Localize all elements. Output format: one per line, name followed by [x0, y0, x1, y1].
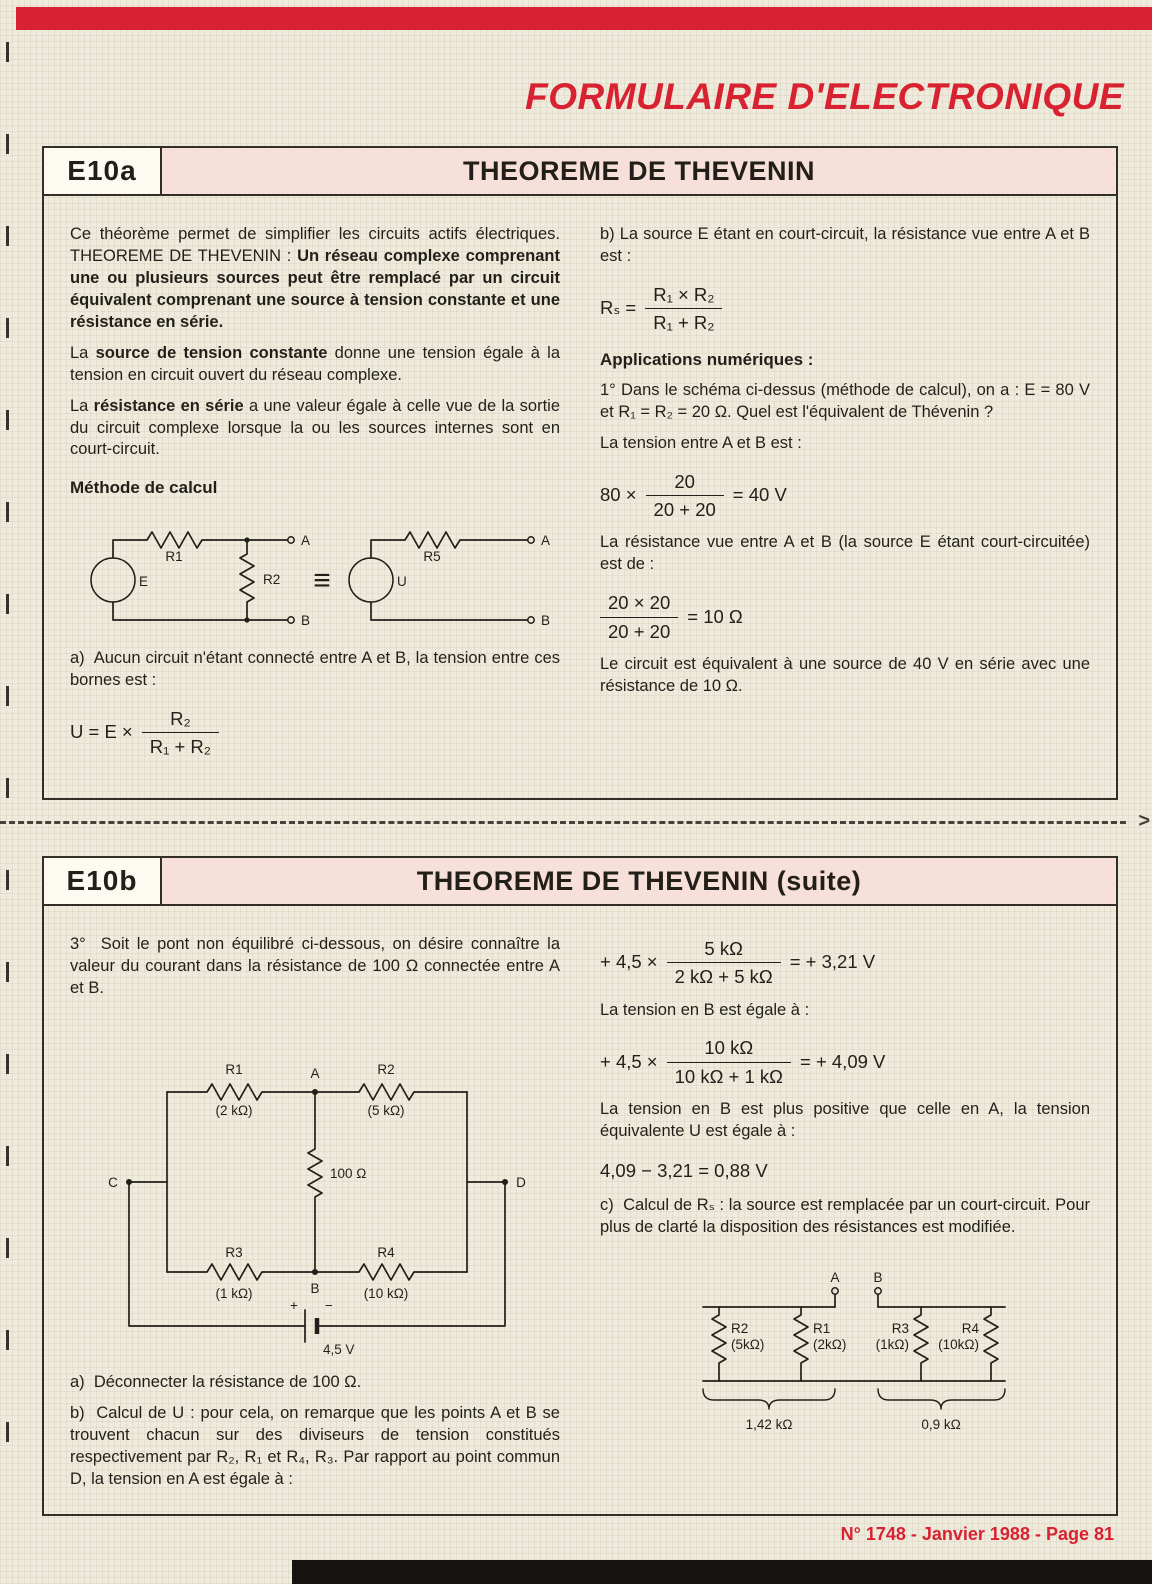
- label-node-a2: A: [541, 532, 551, 548]
- label-node-a: A: [310, 1065, 320, 1081]
- wire-bottom-left: [113, 602, 287, 620]
- battery-loop-left: [129, 1182, 305, 1326]
- item-3-text: 3° Soit le pont non équilibré ci-dessous, on désire connaître la valeur du courant dans la résistance de 100 Ω connectée entre A et B.: [70, 935, 560, 997]
- battery-loop-right: [317, 1182, 505, 1326]
- card-e10a-right-column: [600, 224, 1090, 769]
- theorem-statement: Un réseau complexe comprenant une ou plusieurs sources peut être remplacé par un circuit équivalent comprenant une source à tension constante et une résistance en série.: [70, 246, 560, 331]
- method-circuit-svg: [75, 514, 555, 638]
- denominator: 20 + 20: [646, 495, 724, 520]
- wire-top-right: [371, 532, 527, 558]
- item-b-text: b) Calcul de U : pour cela, on remarque que les points A et B se trouvent chacun sur des diviseurs de tension constitués respectivement par R₂, R₁ et R₄, R₃. Par rapport au point commun D, la tension en A est égale à :: [70, 1403, 560, 1488]
- bottom-black-bar: [292, 1560, 1152, 1584]
- numerator: 5 kΩ: [704, 938, 743, 959]
- label-node-b: B: [301, 612, 311, 628]
- label-r4: R4: [377, 1244, 395, 1260]
- wire-bottom-right: [371, 602, 527, 620]
- resistor-r1: [794, 1307, 808, 1381]
- application-1-text: 1° Dans le schéma ci-dessus (méthode de calcul), on a : E = 80 V et R₁ = R₂ = 20 Ω. Quel est l'équivalent de Thévenin ?: [600, 381, 1090, 421]
- label-r5: R5: [423, 548, 441, 564]
- bold-run: résistance en série: [93, 396, 244, 415]
- card-e10a-body: [44, 196, 1116, 769]
- terminal-b: [288, 617, 294, 623]
- label-r1-value: (2 kΩ): [215, 1102, 253, 1118]
- label-r2: R2: [377, 1061, 395, 1077]
- label-e: E: [139, 573, 149, 589]
- cut-line: [0, 810, 1150, 832]
- thevenin-method-diagram: [70, 514, 560, 638]
- terminal-a2: [528, 537, 534, 543]
- bridge-circuit-diagram: [70, 1014, 560, 1362]
- intro-paragraph-1: [70, 224, 560, 334]
- label-r2-value: (5kΩ): [731, 1337, 765, 1353]
- intro-text: Ce théorème permet de simplifier les circuits actifs électriques. THEOREME DE THEVENIN :: [70, 225, 560, 265]
- label-r4-value: (10kΩ): [938, 1337, 979, 1353]
- resistor-r2-shunt: [240, 540, 254, 620]
- card-e10b: [42, 856, 1118, 1516]
- formula-rhs: = 10 Ω: [687, 605, 743, 627]
- junction-dot: [244, 617, 249, 622]
- junction-dot: [244, 537, 249, 542]
- node-c-dot: [126, 1179, 132, 1185]
- fraction: [667, 938, 781, 988]
- intro-paragraph-2: [70, 343, 560, 387]
- method-heading: Méthode de calcul: [70, 478, 218, 498]
- node-a-dot: [312, 1089, 318, 1095]
- label-r3-value: (1kΩ): [875, 1337, 909, 1353]
- formula-lhs: 80 ×: [600, 484, 637, 506]
- label-r3-value: (1 kΩ): [215, 1285, 253, 1301]
- denominator: 2 kΩ + 5 kΩ: [667, 962, 781, 987]
- label-r3: R3: [891, 1321, 909, 1337]
- formula-rs: [600, 284, 1090, 334]
- label-node-b: B: [310, 1280, 320, 1296]
- denominator: R₁ + R₂: [645, 308, 722, 333]
- numerator: R₁ × R₂: [653, 283, 715, 305]
- source-u-circle: [349, 558, 393, 602]
- label-node-a: A: [301, 532, 311, 548]
- item-b-text: b) La source E étant en court-circuit, la résistance vue entre A et B est :: [600, 225, 1090, 265]
- numerator: 20: [674, 470, 695, 492]
- film-registration-marks: [6, 42, 9, 1512]
- numerator: 10 kΩ: [704, 1037, 754, 1059]
- label-battery-plus: +: [290, 1297, 298, 1313]
- label-battery-value: 4,5 V: [323, 1341, 355, 1357]
- text-run: donne une tension égale à la tension en circuit ouvert du réseau complexe.: [70, 343, 561, 384]
- resistor-r2: [712, 1307, 726, 1381]
- node-d-dot: [502, 1179, 508, 1185]
- numerator: 20 × 20: [608, 592, 671, 614]
- label-battery-minus: −: [325, 1297, 333, 1313]
- label-node-b: B: [873, 1270, 883, 1286]
- card-e10b-body: [44, 906, 1116, 1500]
- fraction: [142, 708, 219, 758]
- formula-resistance: [600, 592, 1090, 642]
- label-node-c: C: [108, 1174, 118, 1190]
- card-e10a-left-column: [70, 224, 560, 769]
- item-a-text: a) Déconnecter la résistance de 100 Ω.: [70, 1372, 362, 1391]
- page-footer: N° 1748 - Janvier 1988 - Page 81: [840, 1524, 1114, 1544]
- equation: 4,09 − 3,21 = 0,88 V: [600, 1159, 768, 1181]
- resistor-r3: [914, 1307, 928, 1381]
- label-r1: R1: [165, 548, 183, 564]
- label-node-a: A: [830, 1270, 840, 1286]
- formula-u: [70, 708, 560, 758]
- node-b-dot: [312, 1269, 318, 1275]
- text-run: La: [70, 396, 94, 415]
- label-r2: R2: [731, 1321, 749, 1337]
- fraction: [600, 592, 678, 642]
- formula-lhs: + 4,5 ×: [600, 1050, 658, 1072]
- formula-diff: [600, 1159, 1090, 1184]
- bold-run: source de tension constante: [95, 343, 328, 362]
- fraction: [645, 284, 722, 334]
- label-r1: R1: [225, 1061, 243, 1077]
- wire-top-left: [113, 532, 287, 558]
- card-e10a-code: E10a: [44, 148, 162, 194]
- fraction: [646, 471, 724, 521]
- fraction: [667, 1037, 791, 1087]
- formula-lhs: U = E ×: [70, 721, 133, 743]
- formula-lhs: + 4,5 ×: [600, 951, 658, 973]
- resistance-label: La résistance vue entre A et B (la source E étant court-circuitée) est de :: [600, 533, 1090, 574]
- label-equivalent-right: 0,9 kΩ: [921, 1417, 961, 1433]
- card-e10b-header: [44, 858, 1116, 906]
- conclusion-text: Le circuit est équivalent à une source de 40 V en série avec une résistance de 10 Ω.: [600, 654, 1090, 695]
- terminal-a: [288, 537, 294, 543]
- card-e10b-code: E10b: [44, 858, 162, 904]
- card-e10b-right-column: [600, 934, 1090, 1500]
- resistor-r4: [984, 1307, 998, 1381]
- intro-paragraph-3: [70, 396, 560, 462]
- compare-text: La tension en B est plus positive que celle en A, la tension équivalente U est égale à :: [600, 1100, 1090, 1140]
- magazine-masthead: FORMULAIRE D'ELECTRONIQUE: [525, 76, 1124, 117]
- terminal-a: [832, 1288, 838, 1294]
- bridge-circuit-svg: [97, 1014, 533, 1362]
- label-r2-value: (5 kΩ): [367, 1102, 405, 1118]
- formula-lhs: Rₛ =: [600, 297, 637, 319]
- label-r4-value: (10 kΩ): [363, 1285, 409, 1301]
- card-e10a-title: THEOREME DE THEVENIN: [162, 148, 1116, 194]
- card-e10b-left-column: [70, 934, 560, 1500]
- formula-vb: [600, 1037, 1090, 1087]
- top-red-bar: [16, 7, 1152, 30]
- label-equivalent-left: 1,42 kΩ: [745, 1417, 793, 1433]
- terminal-b: [875, 1288, 881, 1294]
- card-e10a: [42, 146, 1118, 800]
- formula-va: [600, 938, 1090, 988]
- brace-right: [878, 1389, 1005, 1409]
- card-e10a-header: [44, 148, 1116, 196]
- label-r1: R1: [813, 1321, 831, 1337]
- card-e10b-title: THEOREME DE THEVENIN (suite): [162, 858, 1116, 904]
- cut-arrow-icon: >: [1138, 810, 1150, 832]
- resistor-100-ohm: [308, 1092, 322, 1272]
- label-node-d: D: [516, 1174, 526, 1190]
- text-run: La: [70, 343, 96, 362]
- denominator: R₁ + R₂: [142, 732, 219, 757]
- brace-left: [703, 1389, 835, 1409]
- equivalence-sign: ≡: [313, 563, 331, 597]
- label-r1-value: (2kΩ): [813, 1337, 847, 1353]
- label-r2: R2: [263, 571, 281, 587]
- label-100-ohm: 100 Ω: [330, 1165, 367, 1181]
- item-a-text: a) Aucun circuit n'étant connecté entre A et B, la tension entre ces bornes est :: [70, 648, 560, 689]
- source-e-circle: [91, 558, 135, 602]
- denominator: 20 + 20: [600, 617, 678, 642]
- label-node-b2: B: [541, 612, 551, 628]
- numerator: R₂: [170, 707, 191, 729]
- parallel-circuit-svg: [673, 1269, 1017, 1437]
- formula-rhs: = + 3,21 V: [789, 951, 876, 973]
- item-c-text: c) Calcul de Rₛ : la source est remplacée par un court-circuit. Pour plus de clarté la disposition des résistances est modifiée.: [600, 1196, 1090, 1237]
- label-r4: R4: [961, 1321, 979, 1337]
- text-run: a une valeur égale à celle vue de la sortie du circuit complexe lorsque la ou les sources internes sont en court-circuit.: [70, 396, 560, 459]
- denominator: 10 kΩ + 1 kΩ: [667, 1062, 791, 1087]
- tension-label: La tension entre A et B est :: [600, 433, 802, 452]
- formula-rhs: = + 4,09 V: [800, 1050, 886, 1072]
- formula-rhs: = 40 V: [732, 484, 787, 506]
- applications-heading: Applications numériques :: [600, 350, 814, 370]
- label-u: U: [397, 573, 407, 589]
- parallel-resistors-diagram: [600, 1269, 1090, 1437]
- tension-b-label: La tension en B est égale à :: [600, 1000, 810, 1019]
- formula-tension: [600, 471, 1090, 521]
- label-r3: R3: [225, 1244, 243, 1260]
- terminal-b2: [528, 617, 534, 623]
